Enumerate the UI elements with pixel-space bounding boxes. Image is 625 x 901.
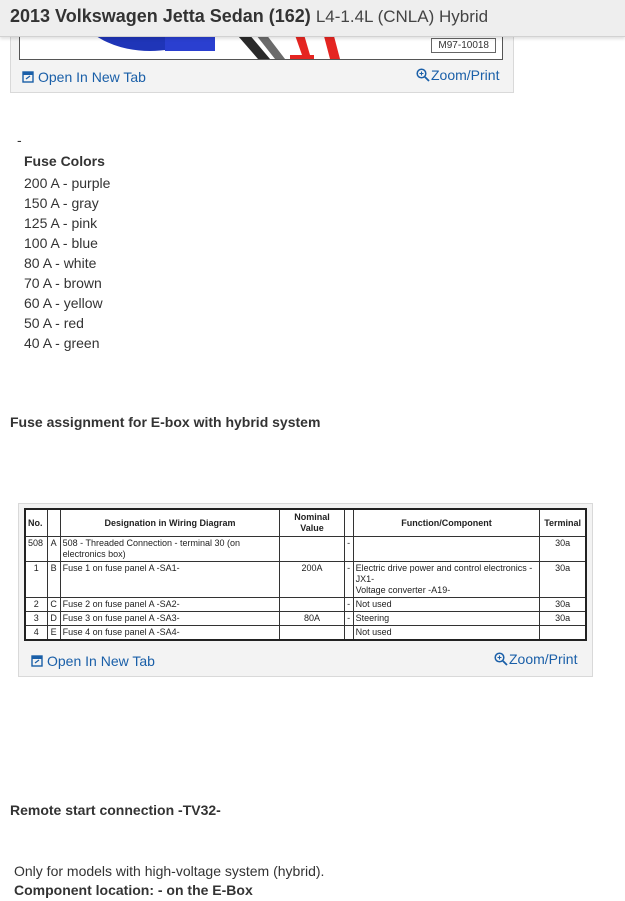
cell-designation: Fuse 4 on fuse panel A -SA4- xyxy=(60,626,280,641)
cell-dash: - xyxy=(344,537,353,562)
zoom-print-link[interactable] xyxy=(416,67,499,85)
list-item: 200 A - purple xyxy=(24,175,111,191)
component-location: Component location: - on the E-Box xyxy=(14,882,253,898)
table-row xyxy=(25,598,586,612)
cell-nominal xyxy=(280,537,344,562)
cell-designation: Fuse 1 on fuse panel A -SA1- xyxy=(60,562,280,598)
section-heading: Fuse assignment for E-box with hybrid system xyxy=(10,414,321,430)
zoom-print-link[interactable] xyxy=(494,651,577,669)
new-tab-icon xyxy=(22,70,34,86)
fuse-colors-list xyxy=(24,173,110,353)
list-item: 40 A - green xyxy=(24,335,100,351)
page-header xyxy=(0,0,625,37)
cell-no: 3 xyxy=(25,612,47,626)
cell-dash: - xyxy=(344,598,353,612)
cell-no: 508 xyxy=(25,537,47,562)
cell-dash xyxy=(344,626,353,641)
col-header-function: Function/Component xyxy=(353,509,540,537)
list-item: 125 A - pink xyxy=(24,215,98,231)
cell-dash: - xyxy=(344,562,353,598)
cell-terminal xyxy=(540,626,586,641)
col-header-spacer xyxy=(344,509,353,537)
cell-terminal: 30a xyxy=(540,537,586,562)
zoom-icon xyxy=(416,68,430,85)
engine-label: L4-1.4L (CNLA) Hybrid xyxy=(315,7,489,26)
list-item: 150 A - gray xyxy=(24,195,99,211)
function-line: Electric drive power and control electronics -JX1- xyxy=(355,563,533,584)
open-in-new-tab-link[interactable] xyxy=(22,69,146,86)
table-row xyxy=(25,626,586,641)
cell-nominal: 80A xyxy=(280,612,344,626)
col-header-designation: Designation in Wiring Diagram xyxy=(60,509,280,537)
col-header-no: No. xyxy=(25,509,47,537)
cell-letter: A xyxy=(47,537,60,562)
fuse-table xyxy=(24,508,587,641)
cell-designation: Fuse 2 on fuse panel A -SA2- xyxy=(60,598,280,612)
cell-terminal: 30a xyxy=(540,612,586,626)
open-in-new-tab-link[interactable] xyxy=(31,653,155,670)
cell-letter: E xyxy=(47,626,60,641)
cell-letter: C xyxy=(47,598,60,612)
table-row xyxy=(25,612,586,626)
page-title xyxy=(10,6,488,27)
function-line: Voltage converter -A19- xyxy=(355,585,451,595)
cell-letter: D xyxy=(47,612,60,626)
col-header-letter xyxy=(47,509,60,537)
cell-function xyxy=(353,537,540,562)
list-item: 70 A - brown xyxy=(24,275,102,291)
cell-nominal: 200A xyxy=(280,562,344,598)
fuse-colors-title: Fuse Colors xyxy=(24,153,105,169)
table-row xyxy=(25,562,586,598)
cell-function xyxy=(353,562,540,598)
table-header-row xyxy=(25,509,586,537)
vehicle-name: 2013 Volkswagen Jetta Sedan (162) xyxy=(10,6,311,26)
cell-terminal: 30a xyxy=(540,598,586,612)
open-link-label: Open In New Tab xyxy=(38,69,146,85)
zoom-icon xyxy=(494,652,508,669)
cell-terminal: 30a xyxy=(540,562,586,598)
list-item: 50 A - red xyxy=(24,315,84,331)
cell-no: 1 xyxy=(25,562,47,598)
cell-nominal xyxy=(280,598,344,612)
cell-designation: Fuse 3 on fuse panel A -SA3- xyxy=(60,612,280,626)
cell-nominal xyxy=(280,626,344,641)
cell-function: Steering xyxy=(353,612,540,626)
table-row xyxy=(25,537,586,562)
new-tab-icon xyxy=(31,654,43,670)
zoom-link-label: Zoom/Print xyxy=(431,67,500,83)
zoom-link-label: Zoom/Print xyxy=(509,651,578,667)
cell-dash: - xyxy=(344,612,353,626)
dash-marker: - xyxy=(17,132,22,148)
cell-function: Not used xyxy=(353,626,540,641)
figure-code: M97-10018 xyxy=(431,38,496,53)
list-item: 80 A - white xyxy=(24,255,97,271)
cell-designation: 508 - Threaded Connection - terminal 30 (on electronics box) xyxy=(60,537,280,562)
list-item: 60 A - yellow xyxy=(24,295,103,311)
fuse-table-frame xyxy=(18,503,593,677)
cell-letter: B xyxy=(47,562,60,598)
col-header-nominal: Nominal Value xyxy=(280,509,344,537)
section-heading: Remote start connection -TV32- xyxy=(10,802,221,818)
open-link-label: Open In New Tab xyxy=(47,653,155,669)
cell-no: 2 xyxy=(25,598,47,612)
col-header-terminal: Terminal xyxy=(540,509,586,537)
list-item: 100 A - blue xyxy=(24,235,98,251)
body-text: Only for models with high-voltage system (hybrid). xyxy=(14,863,325,879)
cell-function: Not used xyxy=(353,598,540,612)
cell-no: 4 xyxy=(25,626,47,641)
